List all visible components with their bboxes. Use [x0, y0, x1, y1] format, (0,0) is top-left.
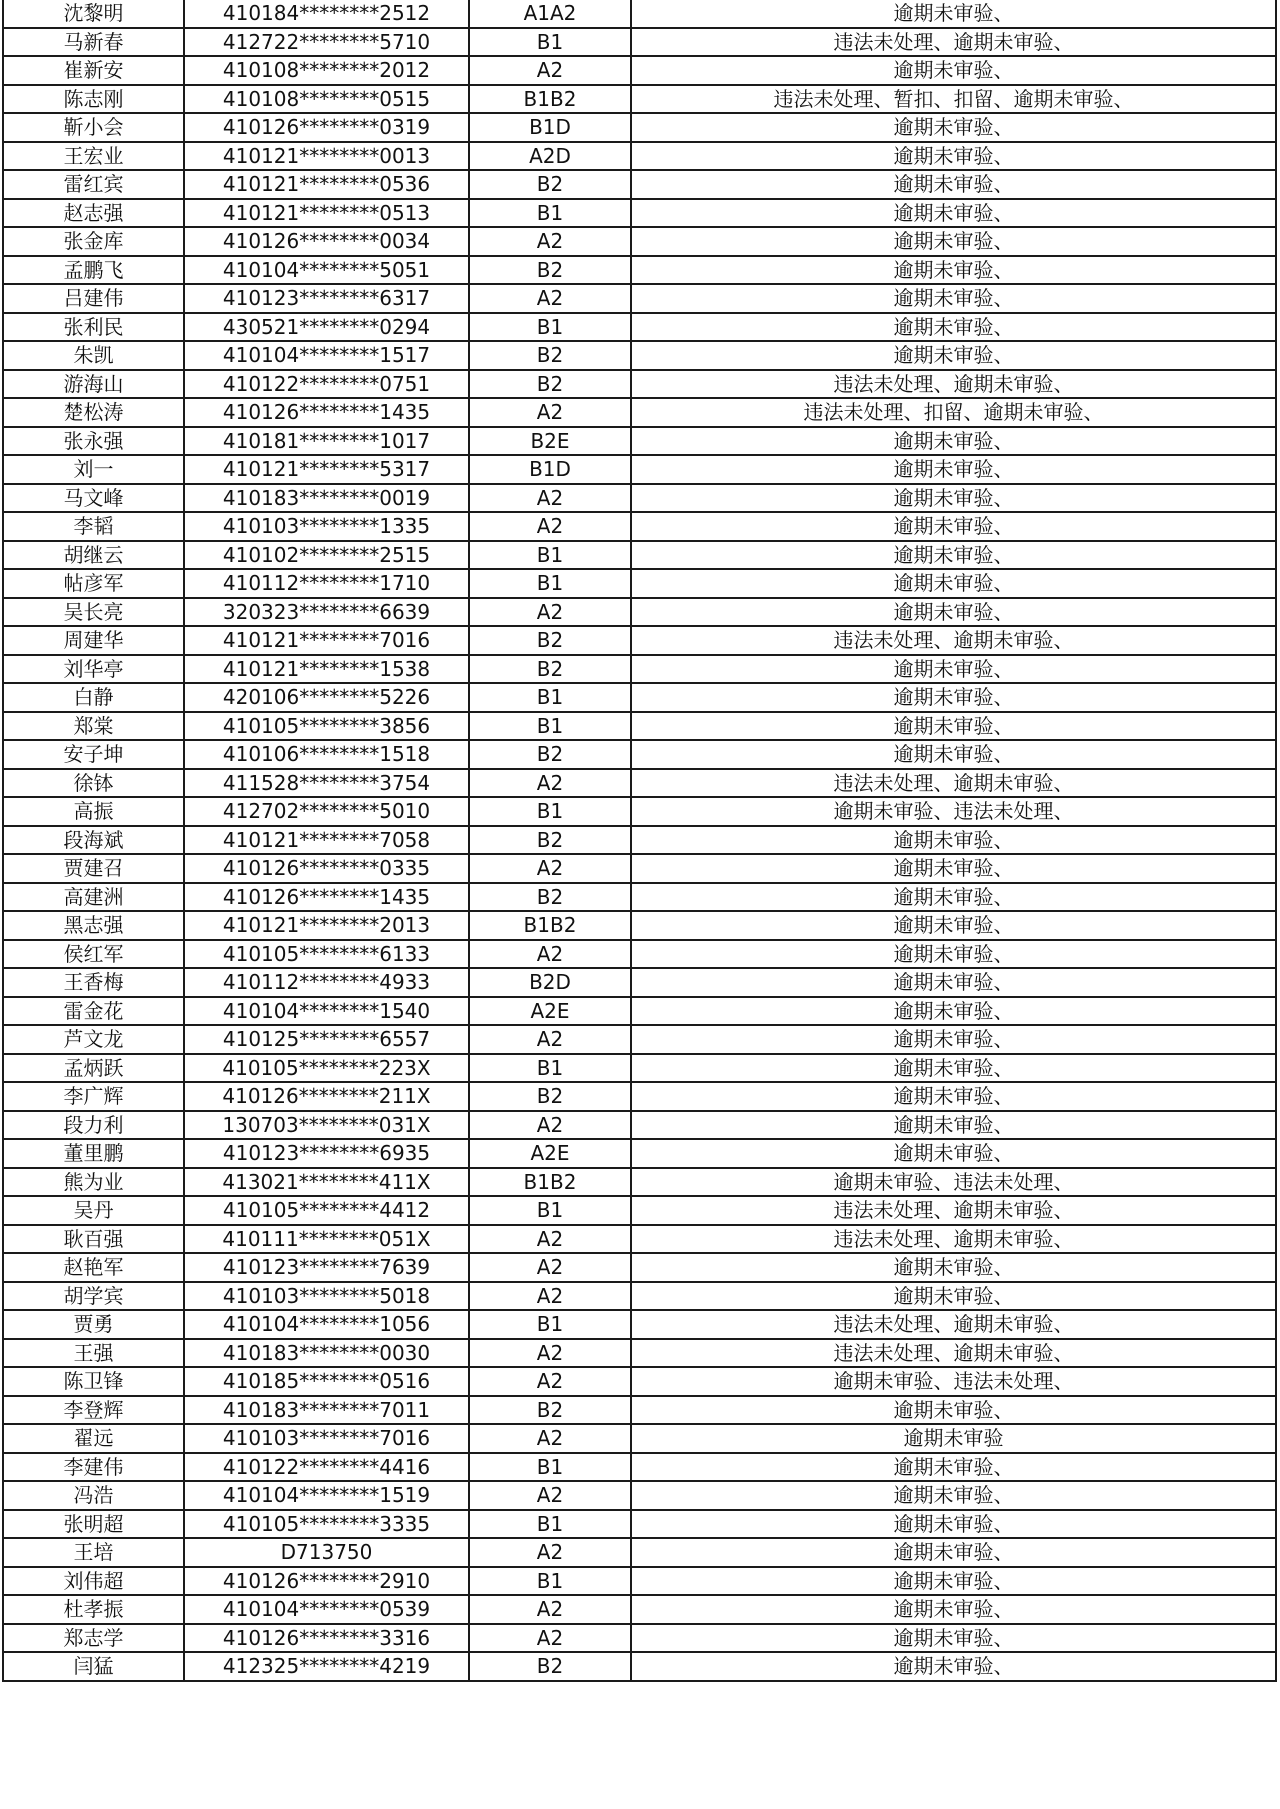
license-class-cell: B2	[469, 1082, 631, 1111]
status-cell: 逾期未审验、	[631, 341, 1276, 370]
license-class-cell: B2	[469, 626, 631, 655]
table-row	[3, 683, 1276, 712]
driver-name-cell: 帖彦军	[3, 569, 184, 598]
id-number-cell: 413021********411X	[184, 1168, 469, 1197]
status-cell: 逾期未审验、	[631, 0, 1276, 28]
driver-name-cell: 段海斌	[3, 826, 184, 855]
license-class-cell: B1	[469, 569, 631, 598]
license-class-cell: A2D	[469, 142, 631, 171]
id-number-cell: 410126********3316	[184, 1624, 469, 1653]
id-number-cell: 410125********6557	[184, 1025, 469, 1054]
license-class-cell: B2E	[469, 427, 631, 456]
driver-name-cell: 黑志强	[3, 911, 184, 940]
table-row	[3, 769, 1276, 798]
table-row	[3, 313, 1276, 342]
status-cell: 逾期未审验、	[631, 940, 1276, 969]
id-number-cell: 410106********1518	[184, 740, 469, 769]
id-number-cell: 130703********031X	[184, 1111, 469, 1140]
table-row	[3, 199, 1276, 228]
table-row	[3, 883, 1276, 912]
table-row	[3, 1082, 1276, 1111]
table-row	[3, 626, 1276, 655]
id-number-cell: 410126********1435	[184, 398, 469, 427]
id-number-cell: 412722********5710	[184, 28, 469, 57]
license-class-cell: B1D	[469, 455, 631, 484]
table-row	[3, 455, 1276, 484]
status-cell: 逾期未审验、	[631, 1253, 1276, 1282]
license-class-cell: A2	[469, 1538, 631, 1567]
driver-name-cell: 吴丹	[3, 1196, 184, 1225]
status-cell: 逾期未审验、	[631, 569, 1276, 598]
table-row	[3, 142, 1276, 171]
status-cell: 违法未处理、逾期未审验、	[631, 1196, 1276, 1225]
table-row	[3, 541, 1276, 570]
driver-name-cell: 杜孝振	[3, 1595, 184, 1624]
table-row	[3, 56, 1276, 85]
status-cell: 逾期未审验、	[631, 1139, 1276, 1168]
license-class-cell: A2	[469, 398, 631, 427]
table-row	[3, 911, 1276, 940]
license-class-cell: A2	[469, 1595, 631, 1624]
status-cell: 违法未处理、逾期未审验、	[631, 1310, 1276, 1339]
license-class-cell: B1	[469, 541, 631, 570]
table-row	[3, 854, 1276, 883]
table-row	[3, 1025, 1276, 1054]
id-number-cell: 410123********6935	[184, 1139, 469, 1168]
license-class-cell: B1	[469, 683, 631, 712]
id-number-cell: 410126********2910	[184, 1567, 469, 1596]
license-class-cell: B2	[469, 170, 631, 199]
status-cell: 违法未处理、逾期未审验、	[631, 1339, 1276, 1368]
table-row	[3, 1111, 1276, 1140]
driver-name-cell: 雷红宾	[3, 170, 184, 199]
table-row	[3, 1510, 1276, 1539]
id-number-cell: 410121********0536	[184, 170, 469, 199]
driver-name-cell: 高建洲	[3, 883, 184, 912]
table-row	[3, 797, 1276, 826]
id-number-cell: 410121********7016	[184, 626, 469, 655]
driver-name-cell: 李广辉	[3, 1082, 184, 1111]
license-class-cell: A2	[469, 284, 631, 313]
license-class-cell: B1	[469, 313, 631, 342]
status-cell: 逾期未审验、	[631, 1652, 1276, 1681]
license-class-cell: B1	[469, 1310, 631, 1339]
license-class-cell: B1B2	[469, 1168, 631, 1197]
license-class-cell: A2	[469, 1367, 631, 1396]
id-number-cell: 410105********6133	[184, 940, 469, 969]
license-class-cell: A2E	[469, 1139, 631, 1168]
license-class-cell: B1	[469, 1453, 631, 1482]
id-number-cell: 410126********211X	[184, 1082, 469, 1111]
license-class-cell: A2	[469, 1339, 631, 1368]
id-number-cell: 410112********1710	[184, 569, 469, 598]
id-number-cell: 410105********3335	[184, 1510, 469, 1539]
status-cell: 逾期未审验、	[631, 712, 1276, 741]
status-cell: 逾期未审验、	[631, 142, 1276, 171]
status-cell: 逾期未审验、	[631, 455, 1276, 484]
license-class-cell: B2	[469, 370, 631, 399]
driver-name-cell: 刘华亭	[3, 655, 184, 684]
table-row	[3, 28, 1276, 57]
status-cell: 逾期未审验、	[631, 313, 1276, 342]
table-row	[3, 1538, 1276, 1567]
license-class-cell: B1B2	[469, 911, 631, 940]
table-row	[3, 1481, 1276, 1510]
table-row	[3, 1253, 1276, 1282]
driver-name-cell: 赵志强	[3, 199, 184, 228]
table-row	[3, 370, 1276, 399]
license-class-cell: B2	[469, 740, 631, 769]
driver-name-cell: 陈志刚	[3, 85, 184, 114]
id-number-cell: 410122********0751	[184, 370, 469, 399]
id-number-cell: 410122********4416	[184, 1453, 469, 1482]
table-row	[3, 1595, 1276, 1624]
license-class-cell: B1	[469, 1510, 631, 1539]
id-number-cell: 410121********7058	[184, 826, 469, 855]
table-row	[3, 0, 1276, 28]
id-number-cell: 410126********0335	[184, 854, 469, 883]
license-class-cell: B1	[469, 797, 631, 826]
license-class-cell: A2	[469, 769, 631, 798]
table-row	[3, 341, 1276, 370]
status-cell: 逾期未审验、	[631, 1510, 1276, 1539]
id-number-cell: 410108********2012	[184, 56, 469, 85]
status-cell: 违法未处理、暂扣、扣留、逾期未审验、	[631, 85, 1276, 114]
license-class-cell: B2	[469, 341, 631, 370]
status-cell: 逾期未审验、	[631, 1054, 1276, 1083]
id-number-cell: 412702********5010	[184, 797, 469, 826]
table-row	[3, 1624, 1276, 1653]
driver-name-cell: 马文峰	[3, 484, 184, 513]
driver-name-cell: 朱凯	[3, 341, 184, 370]
status-cell: 逾期未审验、	[631, 427, 1276, 456]
id-number-cell: 410104********0539	[184, 1595, 469, 1624]
table-row	[3, 1652, 1276, 1681]
status-cell: 逾期未审验、	[631, 997, 1276, 1026]
id-number-cell: 410108********0515	[184, 85, 469, 114]
table-row	[3, 569, 1276, 598]
driver-name-cell: 周建华	[3, 626, 184, 655]
id-number-cell: 320323********6639	[184, 598, 469, 627]
status-cell: 逾期未审验、	[631, 199, 1276, 228]
status-cell: 逾期未审验、	[631, 1082, 1276, 1111]
driver-name-cell: 段力利	[3, 1111, 184, 1140]
table-row	[3, 1310, 1276, 1339]
id-number-cell: 430521********0294	[184, 313, 469, 342]
status-cell: 逾期未审验、	[631, 740, 1276, 769]
license-class-cell: A2	[469, 1424, 631, 1453]
driver-name-cell: 楚松涛	[3, 398, 184, 427]
table-row	[3, 113, 1276, 142]
license-class-cell: A2	[469, 484, 631, 513]
status-cell: 逾期未审验、	[631, 911, 1276, 940]
license-class-cell: B2	[469, 655, 631, 684]
license-class-cell: A2	[469, 1282, 631, 1311]
status-cell: 逾期未审验、	[631, 883, 1276, 912]
id-number-cell: 410103********7016	[184, 1424, 469, 1453]
driver-name-cell: 王宏业	[3, 142, 184, 171]
table-row	[3, 1367, 1276, 1396]
id-number-cell: 410184********2512	[184, 0, 469, 28]
table-row	[3, 1054, 1276, 1083]
table-row	[3, 1139, 1276, 1168]
driver-name-cell: 郑棠	[3, 712, 184, 741]
table-row	[3, 598, 1276, 627]
status-cell: 逾期未审验、	[631, 655, 1276, 684]
table-row	[3, 826, 1276, 855]
table-row	[3, 1453, 1276, 1482]
driver-name-cell: 靳小会	[3, 113, 184, 142]
status-cell: 逾期未审验、	[631, 683, 1276, 712]
driver-name-cell: 王香梅	[3, 968, 184, 997]
id-number-cell: 410123********6317	[184, 284, 469, 313]
table-row	[3, 170, 1276, 199]
id-number-cell: 410105********4412	[184, 1196, 469, 1225]
license-class-cell: A2	[469, 512, 631, 541]
id-number-cell: 410183********0019	[184, 484, 469, 513]
driver-name-cell: 吕建伟	[3, 284, 184, 313]
status-cell: 逾期未审验、	[631, 826, 1276, 855]
driver-name-cell: 赵艳军	[3, 1253, 184, 1282]
driver-name-cell: 徐钵	[3, 769, 184, 798]
license-class-cell: A2E	[469, 997, 631, 1026]
license-class-cell: A2	[469, 1225, 631, 1254]
license-class-cell: B2	[469, 1652, 631, 1681]
driver-name-cell: 张利民	[3, 313, 184, 342]
driver-name-cell: 郑志学	[3, 1624, 184, 1653]
status-cell: 逾期未审验、	[631, 512, 1276, 541]
id-number-cell: 410104********5051	[184, 256, 469, 285]
license-class-cell: B1B2	[469, 85, 631, 114]
driver-name-cell: 张永强	[3, 427, 184, 456]
driver-name-cell: 高振	[3, 797, 184, 826]
license-class-cell: B1	[469, 1196, 631, 1225]
id-number-cell: 410121********0513	[184, 199, 469, 228]
license-class-cell: A2	[469, 598, 631, 627]
id-number-cell: 410105********223X	[184, 1054, 469, 1083]
status-cell: 逾期未审验、	[631, 170, 1276, 199]
id-number-cell: 410121********1538	[184, 655, 469, 684]
license-class-cell: B1	[469, 1567, 631, 1596]
table-row	[3, 655, 1276, 684]
status-cell: 逾期未审验、违法未处理、	[631, 1367, 1276, 1396]
table-row	[3, 997, 1276, 1026]
license-class-cell: A2	[469, 940, 631, 969]
table-row	[3, 1225, 1276, 1254]
driver-name-cell: 吴长亮	[3, 598, 184, 627]
table-row	[3, 1396, 1276, 1425]
driver-name-cell: 贾建召	[3, 854, 184, 883]
driver-name-cell: 张明超	[3, 1510, 184, 1539]
status-cell: 逾期未审验、违法未处理、	[631, 1168, 1276, 1197]
id-number-cell: 410121********5317	[184, 455, 469, 484]
driver-name-cell: 游海山	[3, 370, 184, 399]
id-number-cell: 410126********0319	[184, 113, 469, 142]
table-row	[3, 740, 1276, 769]
status-cell: 逾期未审验、	[631, 1282, 1276, 1311]
status-cell: 逾期未审验、	[631, 541, 1276, 570]
driver-name-cell: 胡继云	[3, 541, 184, 570]
table-row	[3, 1168, 1276, 1197]
id-number-cell: 411528********3754	[184, 769, 469, 798]
status-cell: 逾期未审验、	[631, 1595, 1276, 1624]
license-class-cell: B1	[469, 199, 631, 228]
id-number-cell: 410104********1056	[184, 1310, 469, 1339]
driver-name-cell: 安子坤	[3, 740, 184, 769]
driver-name-cell: 崔新安	[3, 56, 184, 85]
id-number-cell: 410103********1335	[184, 512, 469, 541]
status-cell: 逾期未审验、	[631, 256, 1276, 285]
table-row	[3, 940, 1276, 969]
status-cell: 逾期未审验	[631, 1424, 1276, 1453]
driver-name-cell: 孟鹏飞	[3, 256, 184, 285]
status-cell: 逾期未审验、	[631, 1111, 1276, 1140]
license-class-cell: B1D	[469, 113, 631, 142]
driver-name-cell: 董里鹏	[3, 1139, 184, 1168]
id-number-cell: 410121********0013	[184, 142, 469, 171]
license-class-cell: B1	[469, 28, 631, 57]
license-class-cell: B1	[469, 712, 631, 741]
status-cell: 逾期未审验、	[631, 1538, 1276, 1567]
table-body	[3, 0, 1276, 1681]
driver-name-cell: 刘伟超	[3, 1567, 184, 1596]
id-number-cell: 410123********7639	[184, 1253, 469, 1282]
license-class-cell: B1	[469, 1054, 631, 1083]
id-number-cell: 410104********1519	[184, 1481, 469, 1510]
status-cell: 逾期未审验、	[631, 968, 1276, 997]
driver-name-cell: 张金库	[3, 227, 184, 256]
driver-name-cell: 陈卫锋	[3, 1367, 184, 1396]
driver-name-cell: 孟炳跃	[3, 1054, 184, 1083]
driver-name-cell: 雷金花	[3, 997, 184, 1026]
driver-license-table	[2, 0, 1277, 1682]
id-number-cell: 412325********4219	[184, 1652, 469, 1681]
id-number-cell: 410126********0034	[184, 227, 469, 256]
driver-name-cell: 沈黎明	[3, 0, 184, 28]
license-class-cell: A2	[469, 1481, 631, 1510]
driver-name-cell: 李韬	[3, 512, 184, 541]
driver-name-cell: 芦文龙	[3, 1025, 184, 1054]
table-row	[3, 1339, 1276, 1368]
status-cell: 逾期未审验、违法未处理、	[631, 797, 1276, 826]
status-cell: 违法未处理、逾期未审验、	[631, 769, 1276, 798]
status-cell: 逾期未审验、	[631, 113, 1276, 142]
status-cell: 逾期未审验、	[631, 1567, 1276, 1596]
status-cell: 逾期未审验、	[631, 1396, 1276, 1425]
driver-name-cell: 冯浩	[3, 1481, 184, 1510]
driver-name-cell: 王培	[3, 1538, 184, 1567]
license-class-cell: A2	[469, 56, 631, 85]
status-cell: 逾期未审验、	[631, 284, 1276, 313]
license-class-cell: B2	[469, 1396, 631, 1425]
license-class-cell: A2	[469, 227, 631, 256]
license-class-cell: B2D	[469, 968, 631, 997]
table-row	[3, 1282, 1276, 1311]
table-row	[3, 85, 1276, 114]
id-number-cell: 410105********3856	[184, 712, 469, 741]
status-cell: 逾期未审验、	[631, 1481, 1276, 1510]
id-number-cell: 410126********1435	[184, 883, 469, 912]
driver-name-cell: 刘一	[3, 455, 184, 484]
license-class-cell: B2	[469, 826, 631, 855]
driver-name-cell: 侯红军	[3, 940, 184, 969]
table-row	[3, 284, 1276, 313]
status-cell: 违法未处理、逾期未审验、	[631, 28, 1276, 57]
driver-name-cell: 耿百强	[3, 1225, 184, 1254]
license-class-cell: B2	[469, 256, 631, 285]
status-cell: 逾期未审验、	[631, 484, 1276, 513]
license-class-cell: B2	[469, 883, 631, 912]
status-cell: 违法未处理、逾期未审验、	[631, 370, 1276, 399]
id-number-cell: 410121********2013	[184, 911, 469, 940]
id-number-cell: 410102********2515	[184, 541, 469, 570]
id-number-cell: 410185********0516	[184, 1367, 469, 1396]
status-cell: 逾期未审验、	[631, 1453, 1276, 1482]
id-number-cell: D713750	[184, 1538, 469, 1567]
license-class-cell: A2	[469, 1025, 631, 1054]
status-cell: 逾期未审验、	[631, 1025, 1276, 1054]
id-number-cell: 410104********1540	[184, 997, 469, 1026]
status-cell: 逾期未审验、	[631, 227, 1276, 256]
status-cell: 逾期未审验、	[631, 854, 1276, 883]
license-class-cell: A1A2	[469, 0, 631, 28]
table-row	[3, 968, 1276, 997]
driver-name-cell: 马新春	[3, 28, 184, 57]
id-number-cell: 420106********5226	[184, 683, 469, 712]
driver-name-cell: 李建伟	[3, 1453, 184, 1482]
driver-name-cell: 胡学宾	[3, 1282, 184, 1311]
table-row	[3, 398, 1276, 427]
table-row	[3, 427, 1276, 456]
driver-name-cell: 李登辉	[3, 1396, 184, 1425]
status-cell: 逾期未审验、	[631, 1624, 1276, 1653]
id-number-cell: 410111********051X	[184, 1225, 469, 1254]
license-class-cell: A2	[469, 854, 631, 883]
table-row	[3, 1196, 1276, 1225]
id-number-cell: 410112********4933	[184, 968, 469, 997]
table-row	[3, 484, 1276, 513]
status-cell: 违法未处理、扣留、逾期未审验、	[631, 398, 1276, 427]
table-row	[3, 512, 1276, 541]
table-row	[3, 256, 1276, 285]
table-row	[3, 1424, 1276, 1453]
license-class-cell: A2	[469, 1111, 631, 1140]
table-row	[3, 1567, 1276, 1596]
id-number-cell: 410183********7011	[184, 1396, 469, 1425]
driver-name-cell: 白静	[3, 683, 184, 712]
driver-name-cell: 王强	[3, 1339, 184, 1368]
driver-name-cell: 闫猛	[3, 1652, 184, 1681]
license-class-cell: A2	[469, 1624, 631, 1653]
driver-name-cell: 翟远	[3, 1424, 184, 1453]
status-cell: 违法未处理、逾期未审验、	[631, 626, 1276, 655]
table-row	[3, 227, 1276, 256]
id-number-cell: 410183********0030	[184, 1339, 469, 1368]
license-class-cell: A2	[469, 1253, 631, 1282]
status-cell: 违法未处理、逾期未审验、	[631, 1225, 1276, 1254]
id-number-cell: 410104********1517	[184, 341, 469, 370]
driver-name-cell: 贾勇	[3, 1310, 184, 1339]
driver-name-cell: 熊为业	[3, 1168, 184, 1197]
id-number-cell: 410181********1017	[184, 427, 469, 456]
table-row	[3, 712, 1276, 741]
id-number-cell: 410103********5018	[184, 1282, 469, 1311]
status-cell: 逾期未审验、	[631, 598, 1276, 627]
status-cell: 逾期未审验、	[631, 56, 1276, 85]
